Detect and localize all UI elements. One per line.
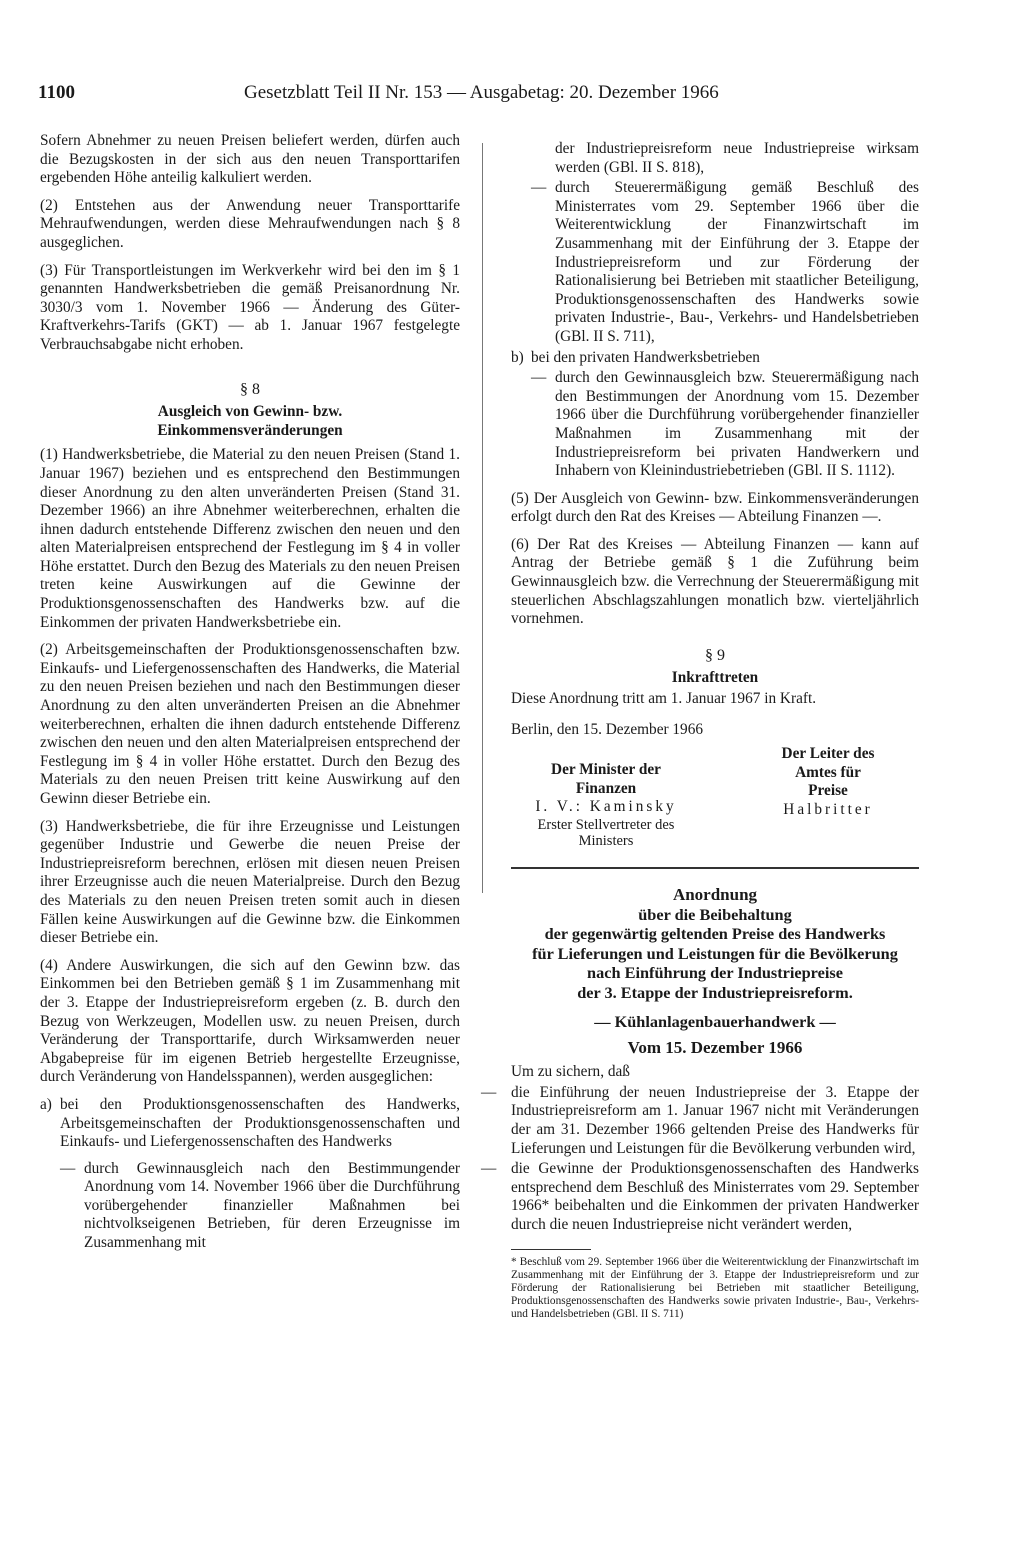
ordinance-title-line: der 3. Etappe der Industriepreisreform.: [577, 982, 853, 1002]
dash-item-text: die Einführung der neuen Industriepreise der 3. Etappe der Industriepreisreform am 1. Januar 1967 nicht mit Veränderungen der am 31. Dezember 1966 geltenden Preise des Handwerks für Lieferungen und Leistungen für die Bevölkerung verbunden wird,: [511, 1083, 919, 1157]
list-item-text: bei den privaten Handwerksbetrieben: [531, 348, 760, 366]
dash-item-text: durch Steuerermäßigung gemäß Beschluß des Ministerrates vom 29. September 1966 über die Weiterentwicklung der Finanzwirtschaft im Zusammenhang mit der Einführung der 3. Etappe der Industriepreisreform und zur Förderung der Rationalisierung bei Betrieben mit staatlicher Beteiligung, Produktionsgenossenschaften des Handwerks sowie privaten Industrie-, Bau-, Verkehrs- und Handelsbetrieben (GBl. II S. 711),: [555, 179, 919, 345]
paragraph: Sofern Abnehmer zu neuen Preisen beliefert werden, dürfen auch die Bezugskosten in der sich aus den neuen Transporttarifen ergebenden Höhe anteilig kalkuliert werden.: [40, 132, 460, 187]
continued-text: der Industriepreisreform neue Industriepreise wirksam werden (GBl. II S. 818),: [555, 140, 919, 176]
place-date: Berlin, den 15. Dezember 1966: [511, 720, 704, 738]
right-column: [481, 140, 919, 1322]
section-rule: [511, 867, 919, 869]
dash-item: [531, 179, 919, 346]
ordinance-subtitle: — Kühlanlagenbauerhandwerk —: [594, 1012, 836, 1032]
signature-title: Der Minister der Finanzen: [551, 761, 661, 797]
dash-item: [481, 1160, 919, 1234]
section-heading: Inkrafttreten: [671, 669, 759, 687]
dash-item-text: durch den Gewinnausgleich bzw. Steuerermäßigung nach den Bestimmungen der Anordnung vom 15. Dezember 1966 über die Durchführung vorübergehender finanzieller Maßnahmen im Zusammenhang mit der Industriepreisreform bei privaten Handwerkern und Inhabern von Kleinindustriebetrieben (GBl. II S. 1112).: [555, 369, 919, 480]
dash-item: [531, 369, 919, 481]
signatures: [511, 745, 919, 857]
dash-item-text: die Gewinne der Produktionsgenossenschaften des Handwerks entsprechend dem Beschluß des Ministerrates vom 29. September 1966* beibehalten und die Einkommen der privaten Handwerker durch die neuen Industriepreise nicht verändert werden,: [511, 1160, 919, 1233]
ordinance-title-line: Anordnung: [672, 885, 758, 905]
paragraph: (1) Handwerksbetriebe, die Material zu den neuen Preisen (Stand 1. Januar 1967) beziehen und es entsprechend den Bestimmungen dieser Anordnung zu den alten unveränderten Preisen (Stand 31. Dezember 1966) an ihre Abnehmer weiterberechnen, erhalten die ihnen dadurch entstehende Differenz zwischen den neuen und den alten Materialpreisen entsprechend der Festlegung im § 4 in voller Höhe erstattet. Durch den Bezug des Materials zu den neuen Preisen treten keine Auswirkungen auf die Gewinne der Produktionsgenossenschaften des Handwerks bzw. auf die Einkommen der privaten Handwerksbetriebe ein.: [40, 446, 460, 631]
list-marker: b): [511, 348, 524, 366]
section-number: § 8: [240, 380, 260, 398]
paragraph: (2) Arbeitsgemeinschaften der Produktionsgenossenschaften bzw. Einkaufs- und Liefergenossenschaften des Handwerks, die Material zu den neuen Preisen beziehen und nach den Bestimmungen dieser Anordnung zu den alten unveränderten Preisen an die Abnehmer weiterberechnen, erhalten die ihnen dadurch entstehende Differenz zwischen den neuen und den alten Materialpreisen entsprechend der Festlegung im § 4 in voller Höhe erstattet. Durch den Bezug des Materials zu den neuen Preisen tritt keine Auswirkung auf den Gewinn dieser Betriebe ein.: [40, 641, 460, 807]
header-title: Gesetzblatt Teil II Nr. 153 — Ausgabetag: 20. Dezember 1966: [244, 82, 719, 103]
list-item: [511, 349, 919, 368]
dash-marker: —: [531, 179, 547, 197]
section-number: § 9: [705, 646, 725, 664]
dash-marker: —: [481, 1160, 497, 1178]
paragraph: (3) Handwerksbetriebe, die für ihre Erzeugnisse und Leistungen gegenüber Industrie und Gewerbe die neuen Preise der Industriepreisreform berechnen, erlösen mit diesen neuen Preisen ihrer Erzeugnisse auch die neuen Materialpreise. Durch den Bezug des Materials zu den neuen Preisen treten somit auch in diesen Fällen keine Auswirkungen auf die Gewinne bzw. die Einkommen dieser Betriebe ein.: [40, 817, 460, 947]
list-marker: a): [40, 1095, 52, 1113]
ordinance-title-line: für Lieferungen und Leistungen für die Bevölkerung: [532, 943, 898, 963]
footnote-rule: [511, 1249, 591, 1250]
dash-marker: —: [481, 1083, 497, 1101]
ordinance-date: Vom 15. Dezember 1966: [627, 1037, 803, 1057]
signature-name: Halbritter: [783, 801, 873, 818]
signature-role: Erster Stellvertreter des Ministers: [537, 817, 675, 849]
ordinance-title: [511, 885, 919, 1057]
footnote: * Beschluß vom 29. September 1966 über die Weiterentwicklung der Finanzwirtschaft im Zusammenhang mit der Einführung der 3. Etappe der Industriepreisreform und zur Förderung der Rationalisierung bei Betrieben mit staatlicher Beteiligung, Produktionsgenossenschaften des Handwerks sowie privaten Industrie-, Bau-, Verkehrs- und Handelsbetrieben (GBl. II S. 711): [511, 1255, 919, 1321]
paragraph: Um zu sichern, daß: [511, 1063, 630, 1081]
column-divider: [482, 143, 483, 893]
list-item: [40, 1096, 460, 1152]
paragraph: (2) Entstehen aus der Anwendung neuer Transporttarife Mehraufwendungen, werden diese Mehraufwendungen nach § 8 ausgeglichen.: [40, 196, 460, 251]
page-header: [38, 82, 738, 106]
paragraph: (5) Der Ausgleich von Gewinn- bzw. Einkommensveränderungen erfolgt durch den Rat des Kreises — Abteilung Finanzen —.: [511, 489, 919, 526]
left-column: [40, 132, 460, 1255]
signature-title: Der Leiter des Amtes für Preise: [781, 745, 875, 800]
dash-item-text: durch Gewinnausgleich nach den Bestimmungender Anordnung vom 14. November 1966 über die Durchführung vorübergehender finanzieller Maßnahmen bei nichtvolkseigenen Betrieben, für deren Erzeugnisse im Zusammenhang mit: [84, 1159, 460, 1252]
ordinance-title-line: über die Beibehaltung: [638, 904, 792, 924]
dash-marker: —: [60, 1159, 76, 1177]
section-heading: Ausgleich von Gewinn- bzw. Einkommensveränderungen: [157, 403, 343, 439]
paragraph: Diese Anordnung tritt am 1. Januar 1967 in Kraft.: [511, 690, 817, 708]
dash-marker: —: [531, 369, 547, 387]
page-number: 1100: [38, 82, 75, 103]
list-item-text: bei den Produktionsgenossenschaften des Handwerks, Arbeitsgemeinschaften der Produktionsgenossenschaften und Einkaufs- und Liefergenossenschaften des Handwerks: [60, 1095, 460, 1151]
paragraph: (3) Für Transportleistungen im Werkverkehr wird bei den im § 1 genannten Handwerksbetrieben die gemäß Preisanordnung Nr. 3030/3 vom 1. November 1966 — Änderung des Güter-Kraftverkehrs-Tarifs (GKT) — ab 1. Januar 1967 festgelegte Verbrauchsabgabe nicht erhoben.: [40, 261, 460, 353]
paragraph: (6) Der Rat des Kreises — Abteilung Finanzen — kann auf Antrag der Betriebe gemäß § 1 die Zuführung beim Gewinnausgleich bzw. die Verrechnung der Steuerermäßigung mit steuerlichen Abschlagszahlungen monatlich bzw. vierteljährlich vornehmen.: [511, 535, 919, 628]
signature-minister: [511, 761, 701, 849]
signature-name: I. V.: Kaminsky: [535, 798, 677, 816]
dash-item: [60, 1160, 460, 1253]
paragraph: (4) Andere Auswirkungen, die sich auf den Gewinn bzw. das Einkommen bei den Betrieben gemäß § 1 im Zusammenhang mit der 3. Etappe der Industriepreisreform ergeben (z. B. durch den Bezug von Werkzeugen, Modellen usw. zu neuen Preisen, durch Veränderung der Transporttarife, durch Wirksamwerden neuer Abgabepreise für im eigenen Betrieb hergestellte Erzeugnisse, durch Veränderung von Handelsspannen), werden ausgeglichen:: [40, 956, 460, 1086]
ordinance-title-line: der gegenwärtig geltenden Preise des Handwerks: [544, 924, 886, 944]
dash-item: [481, 1084, 919, 1158]
ordinance-title-line: nach Einführung der Industriepreise: [587, 963, 843, 983]
signature-price-office: [733, 745, 923, 819]
